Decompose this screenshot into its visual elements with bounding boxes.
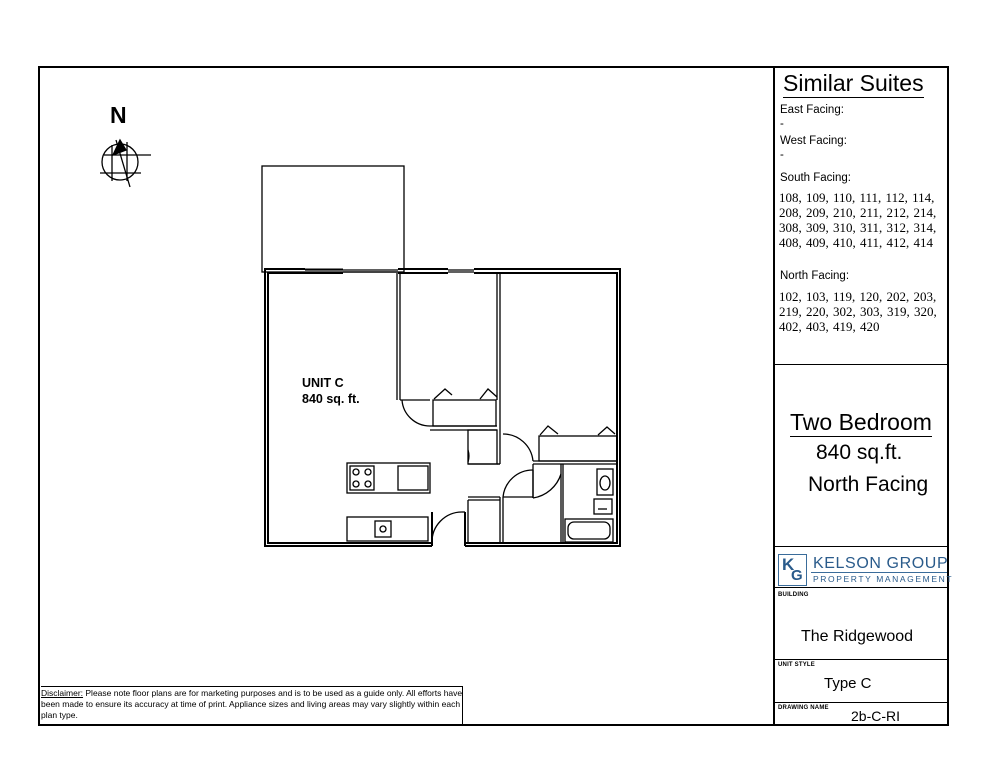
laundry-closet <box>468 470 533 543</box>
company-subtitle: PROPERTY MANAGEMENT <box>813 574 954 584</box>
bathroom <box>533 464 613 543</box>
unit-style-section <box>775 659 949 703</box>
unit-style-value: Type C <box>824 675 872 692</box>
disclaimer-text: Please note floor plans are for marketing purposes and is to be used as a guide only. All efforts have been made to ensure its accuracy at time of print. Appliance sizes and living areas may vary slightly within each plan type. <box>41 688 463 720</box>
kg-logo-icon: K G <box>778 554 807 586</box>
west-facing-units: - <box>780 149 784 161</box>
unit-type: Two Bedroom <box>790 409 932 435</box>
south-facing-units: 108, 109, 110, 111, 112, 114, 208, 209, 210, 211, 212, 214, 308, 309, 310, 311, 312, 314, 408, 409, 410, 411, 412, 414 <box>779 190 937 250</box>
similar-suites-section <box>775 66 949 364</box>
compass-icon <box>100 140 151 187</box>
disclaimer-label: Disclaimer: <box>41 688 84 698</box>
drawing-name-section <box>775 702 949 724</box>
company-logo <box>775 546 954 586</box>
west-facing-label: West Facing: <box>780 135 847 147</box>
building-section <box>775 587 949 659</box>
closet-1 <box>433 389 497 426</box>
hall-closet <box>468 430 500 464</box>
building-name: The Ridgewood <box>801 628 914 645</box>
logo-divider <box>811 572 947 573</box>
unit-outer-walls <box>265 269 620 546</box>
building-label: BUILDING <box>778 592 809 598</box>
disclaimer-divider <box>462 686 463 725</box>
title-block <box>773 66 954 726</box>
bedroom-1-walls <box>397 273 500 464</box>
unit-facing: North Facing <box>808 473 929 496</box>
balcony <box>262 166 404 272</box>
north-label: N <box>110 102 127 128</box>
window-2 <box>448 270 474 272</box>
east-facing-label: East Facing: <box>780 104 844 116</box>
drawing-name-label: DRAWING NAME <box>778 705 829 711</box>
closet-2 <box>503 426 617 461</box>
similar-suites-title: Similar Suites <box>783 70 924 96</box>
unit-area-label: 840 sq. ft. <box>302 392 360 406</box>
kitchen-island <box>347 463 430 493</box>
south-facing-label: South Facing: <box>780 172 851 184</box>
kitchen-counter <box>347 517 428 541</box>
drawing-name-value: 2b-C-RI <box>851 708 901 724</box>
unit-name: UNIT C <box>302 376 344 390</box>
unit-style-label: UNIT STYLE <box>778 662 816 668</box>
north-facing-units: 102, 103, 119, 120, 202, 203, 219, 220, 302, 303, 319, 320, 402, 403, 419, 420 <box>779 289 937 334</box>
company-name: KELSON GROUP <box>813 555 949 572</box>
north-facing-label: North Facing: <box>780 270 850 282</box>
unit-area: 840 sq.ft. <box>816 441 903 464</box>
window-1 <box>343 270 398 272</box>
east-facing-units: - <box>780 118 784 130</box>
disclaimer <box>41 686 463 721</box>
unit-label <box>302 375 360 407</box>
bedroom-1-door <box>400 400 430 426</box>
entry-door <box>432 512 465 543</box>
